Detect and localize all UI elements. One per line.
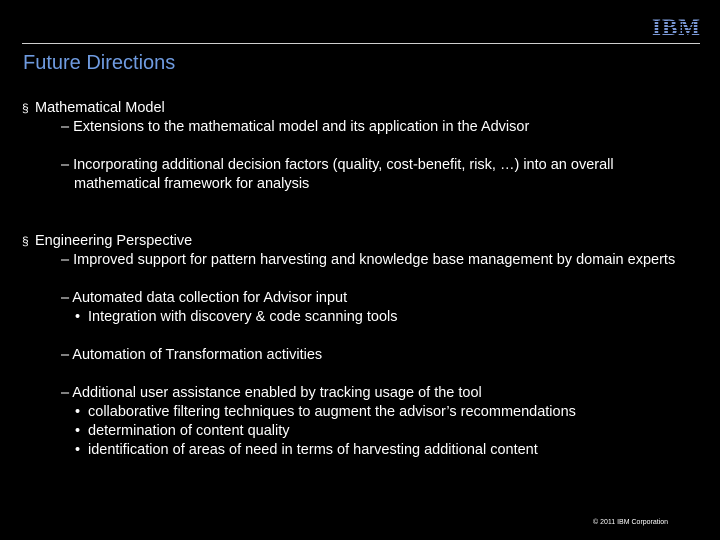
header-divider	[22, 43, 700, 44]
copyright-footer: © 2011 IBM Corporation	[593, 519, 669, 526]
section-heading	[22, 232, 702, 251]
sub-list-item: • collaborative filtering techniques to augment the advisor’s recommendations	[75, 404, 576, 420]
list-item: – Automation of Transformation activities	[61, 347, 323, 363]
dot-bullet-icon: •	[75, 404, 81, 420]
sub-list-item: • identification of areas of need in terms of harvesting additional content	[75, 442, 538, 458]
dot-bullet-icon: •	[75, 423, 81, 439]
section-label: Mathematical Model	[35, 100, 165, 116]
sub-list-item: • determination of content quality	[75, 423, 290, 439]
list-item: – Additional user assistance enabled by tracking usage of the tool	[61, 385, 482, 401]
section-label: Engineering Perspective	[35, 233, 193, 249]
list-item: – Extensions to the mathematical model and its application in the Advisor	[61, 119, 530, 135]
sub-list-item: • Integration with discovery & code scanning tools	[75, 309, 398, 325]
ibm-logo: IBM	[652, 15, 701, 40]
section-heading	[22, 99, 702, 118]
list-item: – Automated data collection for Advisor input	[61, 290, 348, 306]
slide-title: Future Directions	[23, 52, 176, 74]
slide-body	[22, 99, 702, 460]
list-item: – Improved support for pattern harvesting and knowledge base management by domain experts	[61, 252, 676, 268]
square-bullet-icon: §	[22, 101, 29, 115]
list-item: – Incorporating additional decision factors (quality, cost-benefit, risk, …) into an overall mathematical framework for analysis	[61, 157, 614, 192]
square-bullet-icon: §	[22, 234, 29, 248]
dot-bullet-icon: •	[75, 442, 81, 458]
dot-bullet-icon: •	[75, 309, 81, 325]
